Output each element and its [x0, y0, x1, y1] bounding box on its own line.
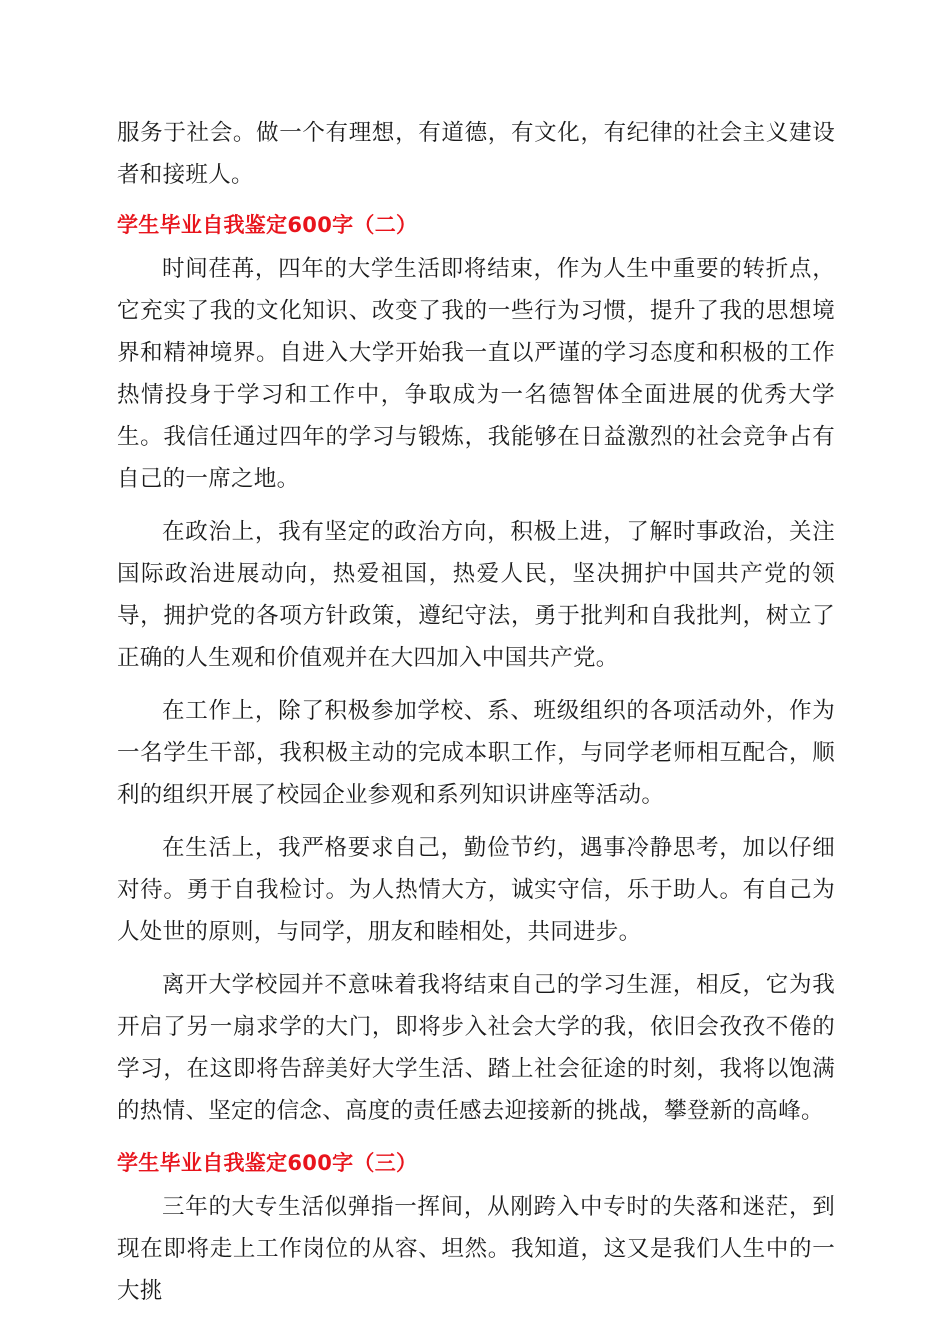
section2-paragraph-5: 离开大学校园并不意味着我将结束自己的学习生涯，相反，它为我开启了另一扇求学的大门，即将步入社会大学的我，依旧会孜孜不倦的学习，在这即将告辞美好大学生活、踏上社会征途的时刻，我将以饱满的热情、坚定的信念、高度的责任感去迎接新的挑战，攀登新的高峰。: [117, 972, 835, 1124]
section3-paragraph-1: 三年的大专生活似弹指一挥间，从刚跨入中专时的失落和迷茫，到现在即将走上工作岗位的从容、坦然。我知道，这又是我们人生中的一大挑: [117, 1194, 835, 1304]
section2-paragraph-1: 时间荏苒，四年的大学生活即将结束，作为人生中重要的转折点，它充实了我的文化知识、改变了我的一些行为习惯，提升了我的思想境界和精神境界。自进入大学开始我一直以严谨的学习态度和积极的工作热情投身于学习和工作中，争取成为一名德智体全面进展的优秀大学生。我信任通过四年的学习与锻炼，我能够在日益激烈的社会竞争占有自己的一席之地。: [117, 256, 835, 492]
intro-paragraph: 服务于社会。做一个有理想，有道德，有文化，有纪律的社会主义建设者和接班人。: [117, 120, 835, 188]
section2-paragraph-2: 在政治上，我有坚定的政治方向，积极上进，了解时事政治，关注国际政治进展动向，热爱祖国，热爱人民，坚决拥护中国共产党的领导，拥护党的各项方针政策，遵纪守法，勇于批判和自我批判，树立了正确的人生观和价值观并在大四加入中国共产党。: [117, 519, 835, 671]
section-heading-3: 学生毕业自我鉴定600字（三）: [117, 1151, 418, 1175]
section2-paragraph-3: 在工作上，除了积极参加学校、系、班级组织的各项活动外，作为一名学生干部，我积极主动的完成本职工作，与同学老师相互配合，顺利的组织开展了校园企业参观和系列知识讲座等活动。: [117, 698, 835, 808]
document-body: [117, 112, 835, 1323]
section-heading-2: 学生毕业自我鉴定600字（二）: [117, 213, 418, 237]
section2-paragraph-4: 在生活上，我严格要求自己，勤俭节约，遇事冷静思考，加以仔细对待。勇于自我检讨。为人热情大方，诚实守信，乐于助人。有自己为人处世的原则，与同学，朋友和睦相处，共同进步。: [117, 835, 835, 945]
